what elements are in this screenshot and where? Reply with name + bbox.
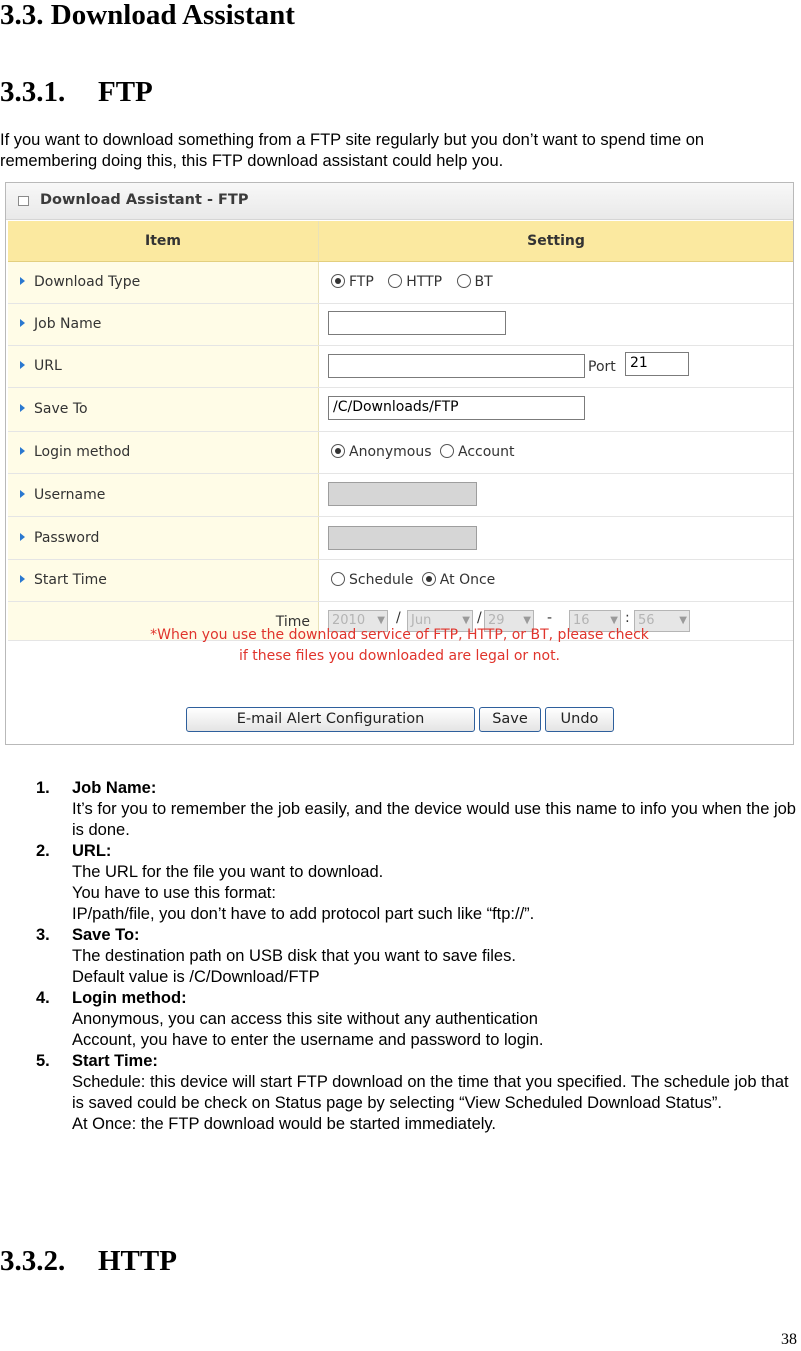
http-heading-number: 3.3.2. xyxy=(0,1245,66,1277)
arrow-right-icon xyxy=(20,277,25,285)
chevron-down-icon: ▼ xyxy=(462,615,470,626)
date-time-separator: - xyxy=(547,610,553,626)
panel-title: Download Assistant - FTP xyxy=(40,192,249,208)
arrow-right-icon xyxy=(20,575,25,583)
download-type-label: Download Type xyxy=(20,262,140,303)
radio-schedule[interactable]: Schedule xyxy=(331,572,413,588)
row-download-type xyxy=(8,262,793,304)
port-input[interactable]: 21 xyxy=(625,352,689,376)
chevron-down-icon: ▼ xyxy=(610,615,618,626)
job-name-input[interactable] xyxy=(328,311,506,335)
radio-empty-icon xyxy=(388,274,402,288)
row-username xyxy=(8,474,793,517)
radio-empty-icon xyxy=(457,274,471,288)
field-descriptions xyxy=(36,778,801,1135)
desc-item-start-time: 5. Start Time: Schedule: this device will start FTP download on the time that you specified. The schedule job that is saved could be check on Status page by selecting “View Scheduled Download Status”. At Once: the FTP download would be started immediately. xyxy=(36,1052,789,1133)
job-name-label: Job Name xyxy=(20,304,101,345)
row-job-name xyxy=(8,304,793,346)
row-password xyxy=(8,517,793,560)
http-heading-label: HTTP xyxy=(98,1245,177,1277)
settings-table xyxy=(8,221,793,641)
ftp-heading xyxy=(0,77,153,107)
radio-account[interactable]: Account xyxy=(440,444,515,460)
url-input[interactable] xyxy=(328,354,585,378)
panel-title-bar xyxy=(6,183,793,220)
desc-item-save-to: 3. Save To: The destination path on USB disk that you want to save files. Default value is /C/Download/FTP xyxy=(36,926,516,986)
col-setting-header: Setting xyxy=(319,221,793,261)
save-to-label: Save To xyxy=(20,388,88,431)
row-login-method xyxy=(8,432,793,474)
month-select[interactable]: Jun ▼ xyxy=(407,610,473,632)
chevron-down-icon: ▼ xyxy=(523,615,531,626)
radio-empty-icon xyxy=(331,572,345,586)
col-item-header: Item xyxy=(8,221,319,261)
arrow-right-icon xyxy=(20,404,25,412)
arrow-right-icon xyxy=(20,361,25,369)
download-assistant-panel xyxy=(5,182,794,745)
save-to-input[interactable]: /C/Downloads/FTP xyxy=(328,396,585,420)
row-save-to xyxy=(8,388,793,432)
panel-square-icon xyxy=(18,196,29,206)
ftp-heading-label: FTP xyxy=(98,76,153,108)
username-input[interactable] xyxy=(328,482,477,506)
page-number: 38 xyxy=(781,1331,797,1348)
arrow-right-icon xyxy=(20,319,25,327)
email-alert-config-button[interactable]: E-mail Alert Configuration xyxy=(186,707,475,732)
url-label: URL xyxy=(20,346,62,387)
http-heading xyxy=(0,1246,177,1276)
radio-selected-icon xyxy=(331,444,345,458)
desc-item-job-name: 1. Job Name: It’s for you to remember the job easily, and the device would use this name to info you when the job is done. xyxy=(36,779,796,839)
arrow-right-icon xyxy=(20,490,25,498)
radio-at-once[interactable]: At Once xyxy=(422,572,495,588)
username-label: Username xyxy=(20,474,105,516)
radio-selected-icon xyxy=(422,572,436,586)
arrow-right-icon xyxy=(20,533,25,541)
save-button[interactable]: Save xyxy=(479,707,541,732)
radio-anonymous[interactable]: Anonymous xyxy=(331,444,432,460)
login-method-label: Login method xyxy=(20,432,130,473)
radio-selected-icon xyxy=(331,274,345,288)
day-select[interactable]: 29 ▼ xyxy=(484,610,534,632)
chevron-down-icon: ▼ xyxy=(377,615,385,626)
legal-warning: *When you use the download service of FTP, HTTP, or BT, please check if these files you downloaded are legal or not. xyxy=(150,627,649,664)
radio-http[interactable]: HTTP xyxy=(388,274,442,290)
hour-select[interactable]: 16 ▼ xyxy=(569,610,621,632)
radio-bt[interactable]: BT xyxy=(457,274,493,290)
year-select[interactable]: 2010 ▼ xyxy=(328,610,388,632)
undo-button[interactable]: Undo xyxy=(545,707,614,732)
date-separator: / xyxy=(477,610,482,626)
desc-item-url: 2. URL: The URL for the file you want to download. You have to use this format: IP/path/file, you don’t have to add protocol part such like “ftp://”. xyxy=(36,842,535,923)
start-time-label: Start Time xyxy=(20,560,107,601)
section-title: 3.3. Download Assistant xyxy=(0,0,295,31)
desc-item-login-method: 4. Login method: Anonymous, you can access this site without any authentication Account, you have to enter the username and password to login. xyxy=(36,989,544,1049)
date-separator: / xyxy=(396,610,401,626)
radio-empty-icon xyxy=(440,444,454,458)
chevron-down-icon: ▼ xyxy=(679,615,687,626)
radio-ftp[interactable]: FTP xyxy=(331,274,374,290)
arrow-right-icon xyxy=(20,447,25,455)
table-header xyxy=(8,221,793,262)
password-label: Password xyxy=(20,517,99,559)
intro-paragraph: If you want to download something from a FTP site regularly but you don’t want to spend time on remembering doing this, this FTP download assistant could help you. xyxy=(0,131,705,170)
password-input[interactable] xyxy=(328,526,477,550)
row-url xyxy=(8,346,793,388)
ftp-heading-number: 3.3.1. xyxy=(0,76,66,108)
row-start-time xyxy=(8,560,793,602)
time-separator: : xyxy=(625,610,630,626)
time-label: Time xyxy=(275,614,310,630)
minute-select[interactable]: 56 ▼ xyxy=(634,610,690,632)
port-label: Port xyxy=(588,359,616,375)
